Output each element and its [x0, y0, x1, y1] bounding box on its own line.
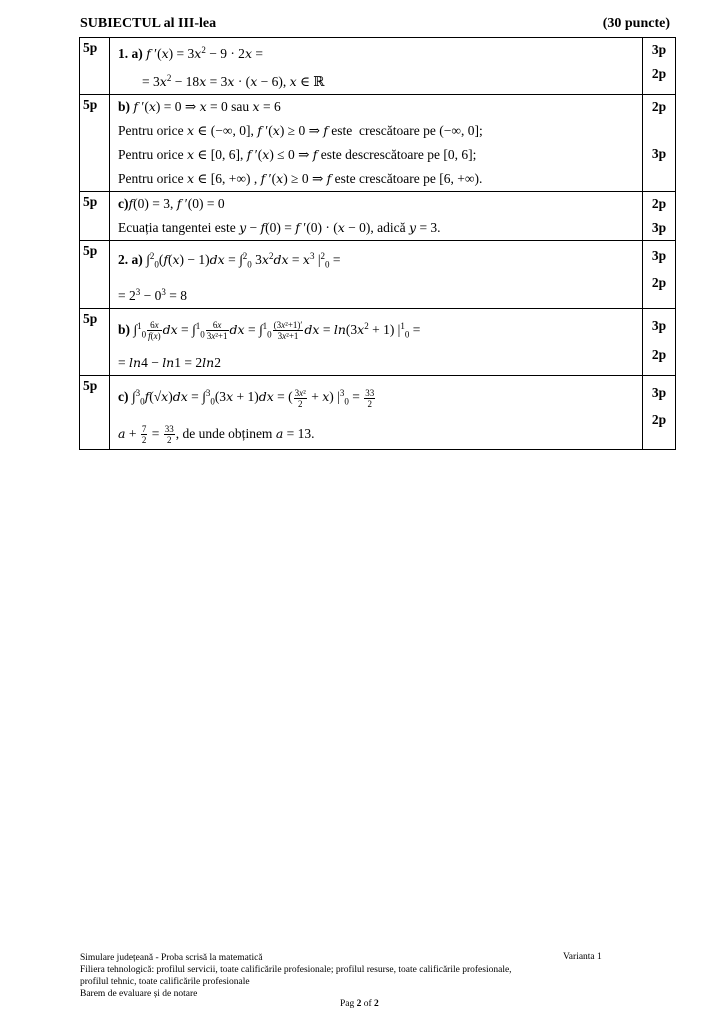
row-solution [110, 192, 643, 241]
solution-line: 2. a) ∫$^2_0$(f(x) − 1)dx = ∫$^2_0$ $3x^2dx = x^3$ $|^2_0$ = [118, 251, 341, 270]
solution-line: a + $\frac{7}{2}$ = $\frac{33}{2}$ , de unde obținem a = 13. [118, 424, 315, 446]
row-solution [110, 376, 643, 450]
table-row [80, 241, 676, 309]
footer-line: Barem de evaluare și de notare [80, 989, 198, 999]
score: 3p [651, 146, 667, 161]
variant-label: Varianta 1 [563, 952, 602, 962]
scoring-table [79, 37, 676, 450]
row-points: 5p [80, 241, 110, 309]
row-solution [110, 308, 643, 376]
table-row [80, 308, 676, 376]
row-scores [643, 376, 676, 450]
footer-line: Filiera tehnologică: profilul servicii, toate calificările profesionale; profilul resurse, toate calificările profesionale, [80, 965, 512, 975]
table-row [80, 95, 676, 192]
table-row [80, 192, 676, 241]
score: 2p [651, 412, 667, 428]
score: 2p [651, 275, 667, 290]
score: 2p [651, 346, 667, 362]
section-header [80, 16, 670, 36]
row-scores [643, 192, 676, 241]
solution-line: c)f(0) = 3, f ′(0) = 0 [118, 196, 225, 211]
footer-line: Simulare județeană - Proba scrisă la matematică [80, 953, 263, 963]
section-title: SUBIECTUL al III-lea [80, 16, 217, 31]
row-points: 5p [80, 376, 110, 450]
solution-line: b) f ′(x) = 0 ⇒ x = 0 sau x = 6 [118, 99, 281, 114]
score: 3p [651, 42, 667, 57]
solution-line: Ecuația tangentei este y − f(0) = f ′(0) · (x − 0), adică y = 3. [118, 220, 441, 235]
row-solution [110, 95, 643, 192]
score: 3p [651, 385, 667, 401]
score: 3p [651, 220, 667, 235]
footer-line: profilul tehnic, toate calificările profesionale [80, 977, 250, 987]
table-row [80, 376, 676, 450]
solution-line: Pentru orice x ∈ [6, +∞) , f ′(x) ≥ 0 ⇒ f este crescătoare pe [6, +∞). [118, 171, 483, 186]
solution-line: 1. a) f $'(x) = 3x^2 - 9 \cdot 2x$ = [118, 45, 263, 61]
table-row [80, 38, 676, 95]
solution-line: = $2^3 - 0^3 = 8$ [118, 286, 187, 303]
solution-line: = $3x^2 - 18x = 3x \cdot (x - 6)$, x ∈ ℝ [142, 73, 325, 89]
solution-line: Pentru orice x ∈ [0, 6], f ′(x) ≤ 0 ⇒ f este descrescătoare pe [0, 6]; [118, 147, 477, 162]
row-scores [643, 38, 676, 95]
score: 2p [651, 66, 667, 81]
page-number: Pag 2 of 2 [340, 999, 379, 1009]
solution-line: c) ∫$^3_0$f(√x)dx = ∫$^3_0$(3x + 1)dx = ( $\frac{\text{3x²}}{2}$ + x) $|^3_0$ = $\frac{33}{2}$ [118, 387, 375, 409]
row-solution [110, 38, 643, 95]
row-points: 5p [80, 192, 110, 241]
solution-line: = ln4 − ln1 = 2ln2 [118, 355, 221, 371]
solution-line: Pentru orice x ∈ (−∞, 0], f ′(x) ≥ 0 ⇒ f este crescătoare pe (−∞, 0]; [118, 123, 483, 138]
row-solution [110, 241, 643, 309]
score: 2p [651, 196, 667, 211]
row-points: 5p [80, 308, 110, 376]
score: 2p [651, 99, 667, 114]
row-scores [643, 241, 676, 309]
section-points: (30 puncte) [602, 16, 670, 31]
page-footer [80, 952, 620, 1000]
row-points: 5p [80, 95, 110, 192]
row-scores [643, 95, 676, 192]
score: 3p [651, 317, 667, 333]
row-points: 5p [80, 38, 110, 95]
score: 3p [651, 248, 667, 263]
solution-line: b) ∫$^1_0$ $\frac{6x}{f(x)}$ dx = ∫$^1_0$ $\frac{6x}{\text{3x²+1}}$ dx = ∫$^1_0$ $\frac{\text{(3x²+1)′}}{\text{3x²+1}}$ dx = $\ln(3x^2 + 1) |^1_0$ = [118, 320, 421, 342]
row-scores [643, 308, 676, 376]
